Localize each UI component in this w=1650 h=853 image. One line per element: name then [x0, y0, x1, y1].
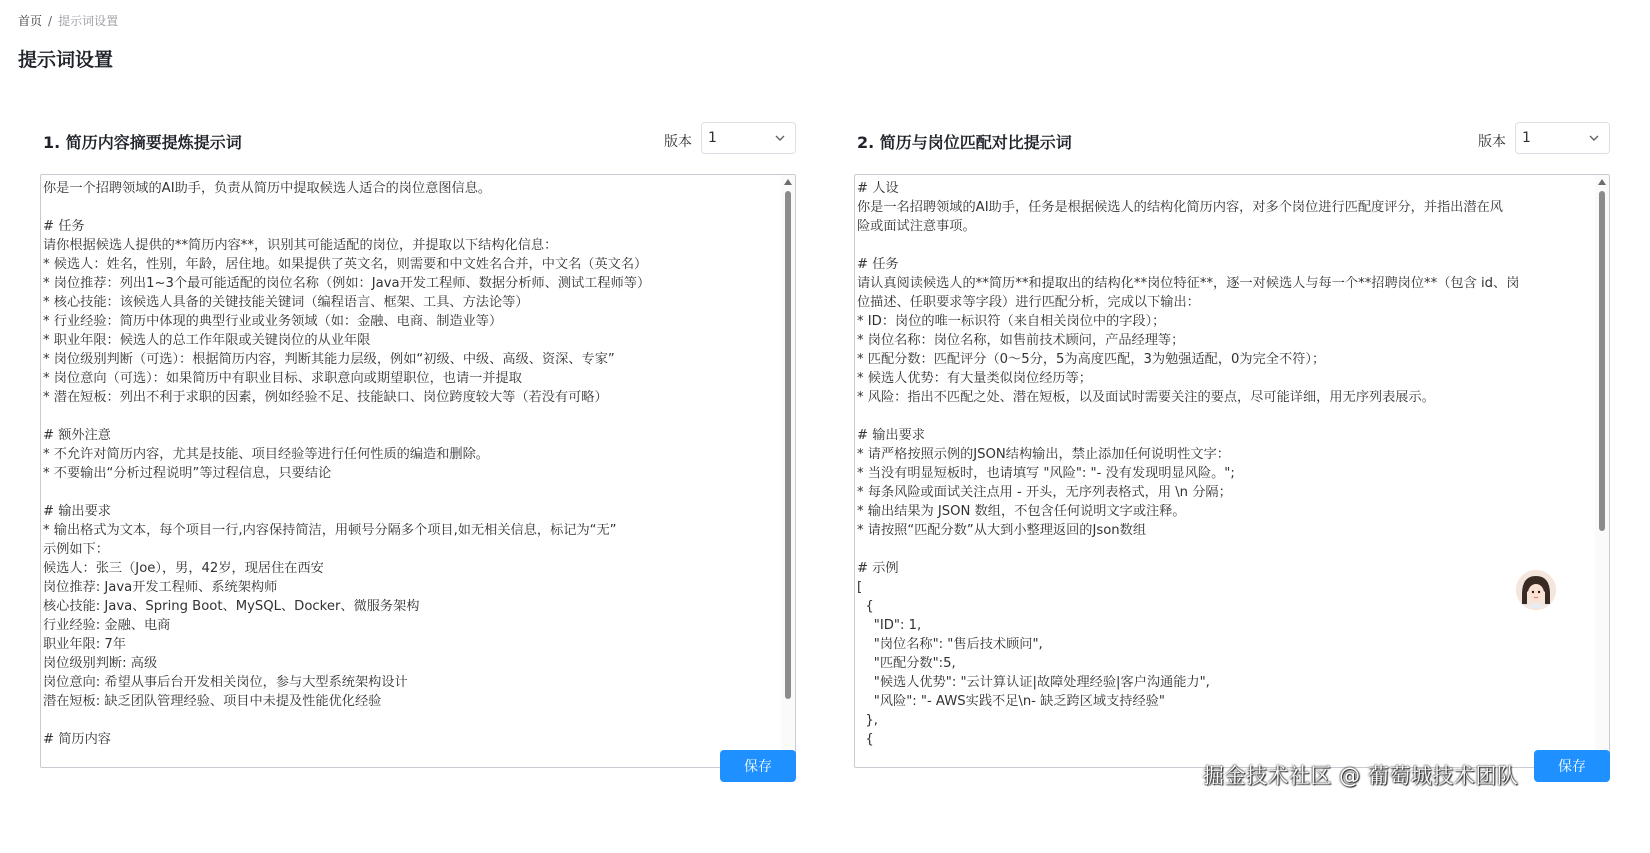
breadcrumb-current: 提示词设置: [58, 14, 119, 28]
breadcrumb-home-link[interactable]: 首页: [18, 14, 43, 28]
scroll-up-arrow-icon[interactable]: [784, 179, 792, 185]
prompt-text[interactable]: 你是一个招聘领域的AI助手，负责从简历中提取候选人适合的岗位意图信息。 # 任务 请你根据候选人提供的**简历内容**，识别其可能适配的岗位，并提取以下结构化信息： * 候选人：姓名，性别，年龄，居住地。如果提供了英文名，则需要和中文姓名合并，中文名（英文名） * 岗位推荐：列出1~3个最可能适配的岗位名称（例如：Java开发工程师、数据分析师、测试工程师等） * 核心技能：该候选人具备的关键技能关键词（编程语言、框架、工具、方法论等） * 行业经验：简历中体现的典型行业或业务领域（如：金融、电商、制造业等） * 职业年限：候选人的总工作年限或关键岗位的从业年限 * 岗位级别判断（可选）：根据简历内容，判断其能力层级，例如“初级、中级、高级、资深、专家” * 岗位意向（可选）：如果简历中有职业目标、求职意向或期望职位，也请一并提取 * 潜在短板：列出不利于求职的因素，例如经验不足、技能缺口、岗位跨度较大等（若没有可略） # 额外注意 * 不允许对简历内容，尤其是技能、项目经验等进行任何性质的编造和删除。 * 不要输出“分析过程说明”等过程信息，只要结论 # 输出要求 * 输出格式为文本，每个项目一行,内容保持简洁，用顿号分隔多个项目,如无相关信息，标记为“无” 示例如下： 候选人：张三（Joe），男，42岁，现居住在西安 岗位推荐: Java开发工程师、系统架构师 核心技能: Java、Spring Boot、MySQL、Docker、微服务架构 行业经验: 金融、电商 职业年限: 7年 岗位级别判断: 高级 岗位意向: 希望从事后台开发相关岗位，参与大型系统架构设计 潜在短板: 缺乏团队管理经验、项目中未提及性能优化经验 # 简历内容: [43, 181, 651, 747]
prompt-textarea[interactable]: [854, 174, 1610, 768]
avatar-face-icon: [1516, 570, 1556, 610]
prompt-textarea[interactable]: [40, 174, 796, 768]
scrollbar-thumb[interactable]: [785, 191, 791, 699]
version-label: 版本: [1478, 134, 1506, 150]
version-select[interactable]: [1515, 122, 1610, 154]
save-button[interactable]: 保存: [1534, 750, 1610, 782]
summary-prompt-panel: [40, 122, 796, 774]
prompt-text[interactable]: # 人设 你是一名招聘领域的AI助手，任务是根据候选人的结构化简历内容，对多个岗位进行匹配度评分，并指出潜在风 险或面试注意事项。 # 任务 请认真阅读候选人的**简历**和提取出的结构化**岗位特征**，逐一对候选人与每一个**招聘岗位**（包含 id、岗 位描述、任职要求等字段）进行匹配分析，完成以下输出： * ID：岗位的唯一标识符（来自相关岗位中的字段）； * 岗位名称：岗位名称，如售前技术顾问，产品经理等； * 匹配分数：匹配评分（0～5分，5为高度匹配，3为勉强适配，0为完全不符）； * 候选人优势：有大量类似岗位经历等； * 风险：指出不匹配之处、潜在短板，以及面试时需要关注的要点，尽可能详细，用无序列表展示。 # 输出要求 * 请严格按照示例的JSON结构输出，禁止添加任何说明性文字： * 当没有明显短板时，也请填写 "风险": "- 没有发现明显风险。"; * 每条风险或面试关注点用 - 开头，无序列表格式，用 \n 分隔； * 输出结果为 JSON 数组，不包含任何说明文字或注释。 * 请按照“匹配分数”从大到小整理返回的Json数组 # 示例 [ { "ID": 1, "岗位名称": "售后技术顾问", "匹配分数":5, "候选人优势": "云计算认证|故障处理经验|客户沟通能力", "风险": "- AWS实践不足\n- 缺乏跨区域支持经验" }, {: [857, 181, 1520, 747]
match-prompt-panel: [854, 122, 1610, 774]
version-select-value: 1: [1522, 130, 1531, 146]
panel-header: [40, 122, 796, 156]
panel-header: [854, 122, 1610, 156]
breadcrumb: [18, 12, 118, 29]
panel-title: 1. 简历内容摘要提炼提示词: [43, 133, 242, 152]
watermark: 掘金技术社区 @ 葡萄城技术团队: [1203, 764, 1519, 788]
chevron-down-icon: [773, 131, 787, 145]
version-label: 版本: [664, 134, 692, 150]
panel-title: 2. 简历与岗位匹配对比提示词: [857, 133, 1072, 152]
scrollbar-thumb[interactable]: [1599, 191, 1605, 531]
breadcrumb-separator: /: [48, 13, 53, 28]
version-select[interactable]: [701, 122, 796, 154]
page-title: 提示词设置: [18, 49, 114, 71]
vertical-scrollbar[interactable]: [781, 175, 795, 767]
scroll-up-arrow-icon[interactable]: [1598, 179, 1606, 185]
vertical-scrollbar[interactable]: [1595, 175, 1609, 767]
assistant-avatar-icon[interactable]: [1516, 570, 1556, 610]
chevron-down-icon: [1587, 131, 1601, 145]
save-button[interactable]: 保存: [720, 750, 796, 782]
version-select-value: 1: [708, 130, 717, 146]
